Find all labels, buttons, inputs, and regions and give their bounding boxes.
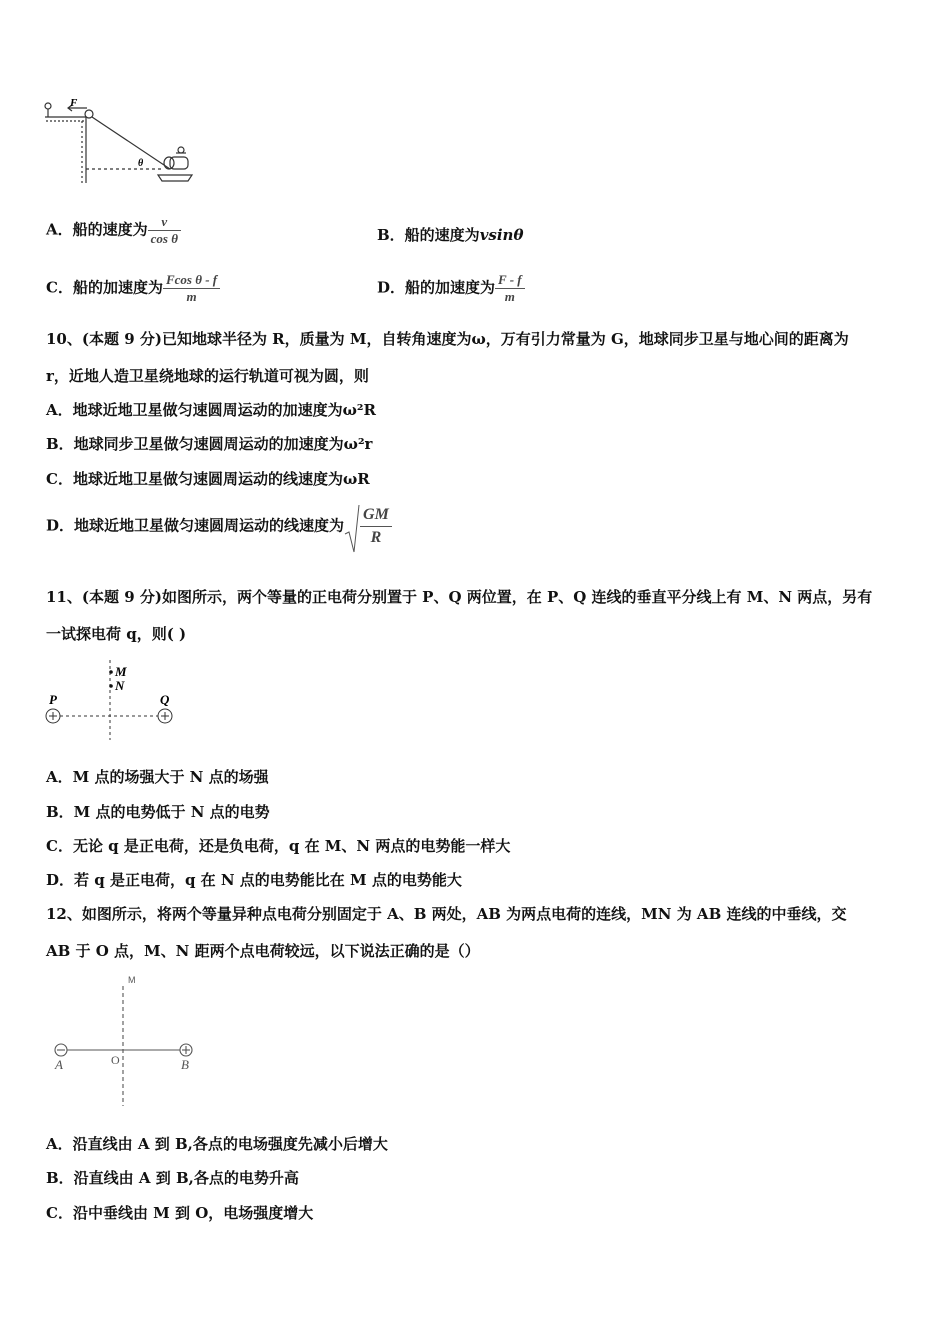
q11-option-c[interactable]: C．无论 q 是正电荷，还是负电荷，q 在 M、N 两点的电势能一样大: [46, 837, 511, 855]
q12-stem-line1: 12、如图所示，将两个等量异种点电荷分别固定于 A、B 两处，AB 为两点电荷的连线，MN 为 AB 连线的中垂线，交: [46, 905, 847, 923]
label-a: A: [55, 1057, 63, 1072]
q12-option-a[interactable]: A．沿直线由 A 到 B,各点的电场强度先减小后增大: [46, 1135, 388, 1153]
q12-stem-line2: AB 于 O 点，M、N 距两个点电荷较远，以下说法正确的是（）: [46, 942, 480, 960]
fraction: $\frac{v}{\text{cos θ}}$: [148, 214, 181, 247]
q10-option-d[interactable]: D．地球近地卫星做匀速圆周运动的线速度为 $\frac{GM}{R}$: [46, 504, 392, 549]
label-q: Q: [160, 692, 170, 707]
label-p: P: [49, 692, 57, 707]
q9-option-d[interactable]: D．船的加速度为 $\frac{F - f}{m}$: [377, 272, 525, 305]
pulley-boat-figure: [40, 95, 210, 190]
opposite-charges-figure: [48, 972, 208, 1112]
q10-option-c[interactable]: C．地球近地卫星做匀速圆周运动的线速度为ωR: [46, 470, 370, 488]
q11-option-a[interactable]: A．M 点的场强大于 N 点的场强: [46, 768, 269, 786]
label-b: B: [181, 1057, 189, 1072]
q9-option-a[interactable]: A．船的速度为 $\frac{v}{\text{cos θ}}$: [46, 214, 181, 247]
fraction: $\frac{F - f}{m}$: [495, 272, 525, 305]
force-label: F: [70, 97, 78, 109]
q9-option-c[interactable]: C．船的加速度为 $\frac{\text{Fcos θ - f}}{m}$: [46, 272, 220, 305]
q9-option-b[interactable]: B．船的速度为vsinθ: [377, 226, 524, 244]
q10-option-b[interactable]: B．地球同步卫星做匀速圆周运动的加速度为ω²r: [46, 435, 373, 453]
label-o: O: [111, 1053, 120, 1067]
q12-option-c[interactable]: C．沿中垂线由 M 到 O，电场强度增大: [46, 1204, 314, 1222]
label-n: N: [115, 678, 125, 693]
label-m: M: [115, 664, 127, 679]
two-positive-charges-figure: [40, 660, 190, 742]
label-m: M: [128, 975, 136, 985]
fraction: $\frac{\text{Fcos θ - f}}{m}$: [163, 272, 220, 305]
square-root: $\frac{GM}{R}$: [344, 504, 392, 549]
q12-option-b[interactable]: B．沿直线由 A 到 B,各点的电势升高: [46, 1169, 299, 1187]
q11-stem-line2: 一试探电荷 q，则( ): [46, 625, 187, 643]
q11-stem-line1: 11、(本题 9 分)如图所示，两个等量的正电荷分别置于 P、Q 两位置，在 P、Q 连线的垂直平分线上有 M、N 两点，另有: [46, 588, 873, 606]
q11-option-b[interactable]: B．M 点的电势低于 N 点的电势: [46, 803, 270, 821]
q11-option-d[interactable]: D．若 q 是正电荷，q 在 N 点的电势能比在 M 点的电势能大: [46, 871, 462, 889]
angle-label: θ: [138, 158, 144, 169]
q10-option-a[interactable]: A．地球近地卫星做匀速圆周运动的加速度为ω²R: [46, 401, 376, 419]
q10-stem-line1: 10、(本题 9 分)已知地球半径为 R，质量为 M，自转角速度为ω，万有引力常量为 G，地球同步卫星与地心间的距离为: [46, 330, 849, 348]
q10-stem-line2: r，近地人造卫星绕地球的运行轨道可视为圆，则: [46, 367, 369, 385]
